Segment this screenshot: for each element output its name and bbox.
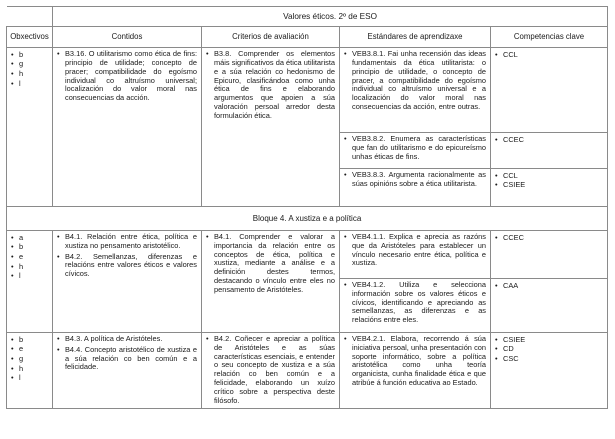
content-item: • B4.2. Semellanzas, diferenzas e relacións entre valores éticos e valores cívicos. (57, 253, 197, 280)
competency-item: • CCEC (495, 233, 603, 243)
standard-item: • VEB3.8.2. Enumera as características que fan do utilitarismo e do epicureísmo unhas éticas de fins. (344, 135, 486, 162)
content-item: • B4.3. A política de Aristóteles. (57, 335, 197, 344)
objective-item: • g (11, 354, 48, 364)
competency-item: • CCL (495, 171, 603, 181)
competency-item: • CSC (495, 354, 603, 364)
standard-item: • VEB4.1.2. Utiliza e selecciona información sobre os valores éticos e cívicos, identificando e apreciando as semellanzas, as diferenzas e as relacións entre eles. (344, 281, 486, 326)
block-title-row (7, 206, 608, 230)
objective-item: • b (11, 335, 48, 345)
objective-item: • b (11, 242, 48, 252)
content-item: • B3.16. O utilitarismo como ética de fins: principio de utilidade; concepto de pracer; compatibilidade do egoísmo individual co altruísmo universal; localización do valor moral nas consecuencias da acción. (57, 50, 197, 103)
criteria-cell (202, 332, 340, 408)
header-criteria: Criterios de avaliación (202, 26, 340, 47)
criterion-item: • B4.1. Comprender e valorar a importancia da relación entre os conceptos de ética, política e xustiza, mediante a análise e a definición destes termos, destacando o vínculo entre eles no pensamento de Aristóteles. (206, 233, 335, 295)
criterion-item: • B3.8. Comprender os elementos máis significativos da ética utilitarista e a súa relación co hedonismo de Epicuro, clasificándoa como unha ética de fins e elaborando argumentos que apoien a súa valoración persoal arredor desta formulación ética. (206, 50, 335, 121)
competencies-cell (491, 332, 608, 408)
objective-item: • l (11, 271, 48, 281)
table-row (7, 230, 608, 278)
objective-item: • g (11, 59, 48, 69)
standard-cell (340, 278, 491, 332)
table-title: Valores éticos. 2º de ESO (53, 7, 608, 27)
table-row (7, 47, 608, 132)
objective-item: • l (11, 79, 48, 89)
objective-item: • h (11, 69, 48, 79)
objectives-cell (7, 230, 53, 332)
header-competencies: Competencias clave (491, 26, 608, 47)
standard-cell (340, 47, 491, 132)
standard-cell (340, 168, 491, 206)
competency-item: • CAA (495, 281, 603, 291)
objectives-cell (7, 332, 53, 408)
block-title: Bloque 4. A xustiza e a política (7, 206, 608, 230)
competencies-cell (491, 278, 608, 332)
objective-item: • h (11, 364, 48, 374)
competency-item: • CCEC (495, 135, 603, 145)
competencies-cell (491, 132, 608, 168)
competencies-cell (491, 230, 608, 278)
objective-item: • l (11, 373, 48, 383)
competencies-cell (491, 168, 608, 206)
standard-item: • VEB3.8.1. Fai unha recensión das ideas fundamentais da ética utilitarista: o principio de utilidade, o concepto de pracer, a compatibilidade do egoísmo individual co altruísmo universal e a localización do valor moral nas consecuencias da acción, entre outras. (344, 50, 486, 112)
header-row (7, 26, 608, 47)
objectives-cell (7, 47, 53, 206)
standard-cell (340, 230, 491, 278)
contents-cell (53, 332, 202, 408)
criteria-cell (202, 47, 340, 206)
objective-item: • a (11, 233, 48, 243)
competencies-cell (491, 47, 608, 132)
header-objectives: Obxectivos (7, 26, 53, 47)
competency-item: • CD (495, 344, 603, 354)
contents-cell (53, 230, 202, 332)
standard-cell (340, 332, 491, 408)
contents-cell (53, 47, 202, 206)
objective-item: • e (11, 252, 48, 262)
content-item: • B4.4. Concepto aristotélico de xustiza e a súa relación co ben común e a felicidade. (57, 346, 197, 373)
standard-item: • VEB4.1.1. Explica e aprecia as razóns que da Aristóteles para establecer un vínculo necesario entre ética, política e xustiza. (344, 233, 486, 269)
criterion-item: • B4.2. Coñecer e apreciar a política de Aristóteles e as súas características esenciais, e entender o seu concepto de xustiza e a súa relación co ben común e a felicidade, elaborando un xuízo crítico sobre a perspectiva deste filósofo. (206, 335, 335, 406)
header-contents: Contidos (53, 26, 202, 47)
objective-item: • h (11, 262, 48, 272)
competency-item: • CCL (495, 50, 603, 60)
curriculum-table (6, 6, 608, 409)
standard-cell (340, 132, 491, 168)
header-standards: Estándares de aprendizaxe (340, 26, 491, 47)
objective-item: • e (11, 344, 48, 354)
criteria-cell (202, 230, 340, 332)
curriculum-document (6, 6, 607, 409)
content-item: • B4.1. Relación entre ética, política e xustiza no pensamento aristotélico. (57, 233, 197, 251)
competency-item: • CSIEE (495, 335, 603, 345)
objective-item: • b (11, 50, 48, 60)
competency-item: • CSIEE (495, 180, 603, 190)
table-row (7, 332, 608, 408)
table-title-row (7, 7, 608, 27)
standard-item: • VEB4.2.1. Elabora, recorrendo á súa iniciativa persoal, unha presentación con soporte informático, sobre a política aristotélica como unha teoría organicista, cunha finalidade ética e que atribúe á función educativa ao Estado. (344, 335, 486, 388)
standard-item: • VEB3.8.3. Argumenta racionalmente as súas opinións sobre a ética utilitarista. (344, 171, 486, 189)
